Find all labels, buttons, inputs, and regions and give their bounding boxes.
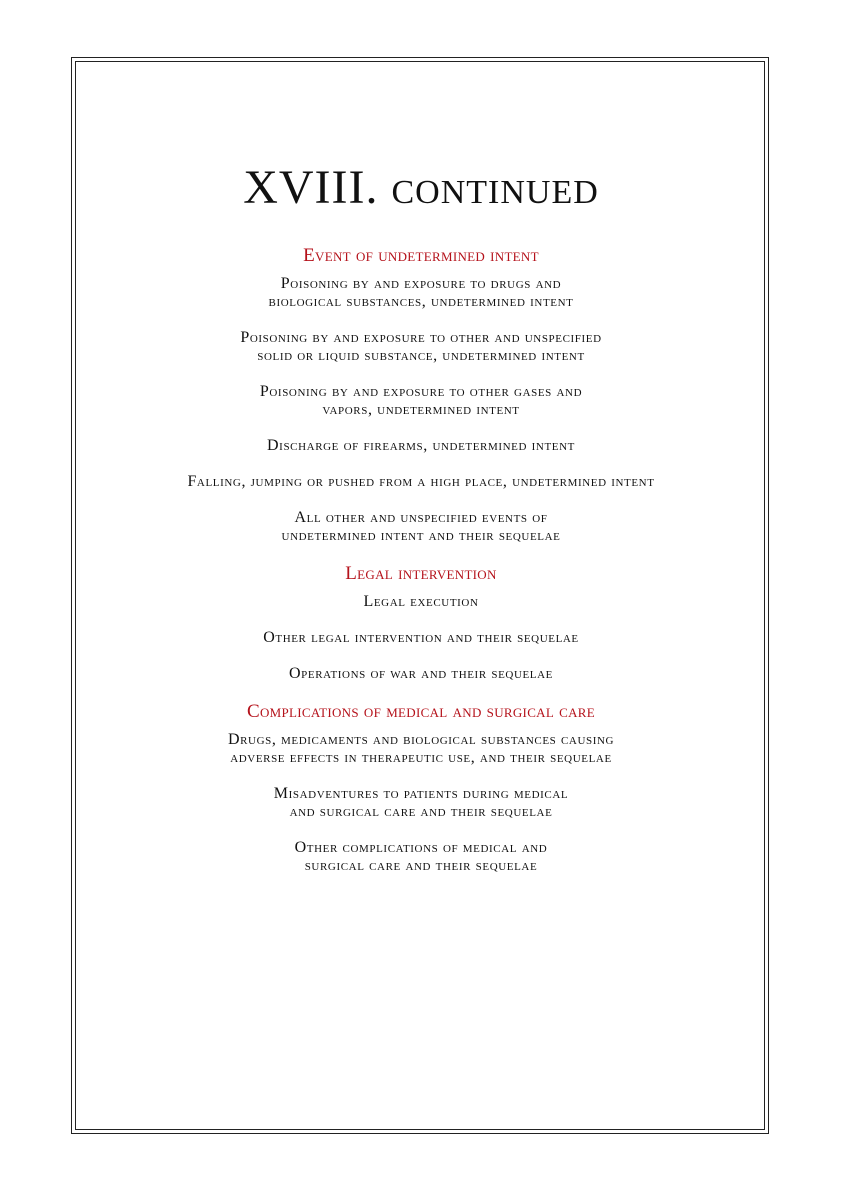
list-item: Falling, jumping or pushed from a high place, undetermined intent [187,473,655,490]
list-item: Legal execution [363,593,479,610]
section-medical-complications [80,701,762,893]
list-item: Operations of war and their sequelae [289,665,553,682]
list-item: Other complications of medical and surgical care and their sequelae [294,839,548,874]
list-item: Poisoning by and exposure to other gases and vapors, undetermined intent [259,383,583,418]
section-legal-intervention [80,563,762,701]
section-heading: Legal intervention [345,563,497,584]
list-item: Other legal intervention and their sequelae [263,629,579,646]
section-undetermined-intent [80,245,762,563]
list-item: All other and unspecified events of undetermined intent and their sequelae [281,509,561,544]
page-title: XVIII. continued [243,161,599,214]
section-heading: Complications of medical and surgical care [246,701,596,722]
list-item: Poisoning by and exposure to other and unspecified solid or liquid substance, undetermined intent [240,329,602,364]
section-heading: Event of undetermined intent [303,245,539,266]
list-item: Discharge of firearms, undetermined intent [267,437,575,454]
list-item: Misadventures to patients during medical and surgical care and their sequelae [273,785,569,820]
list-item: Poisoning by and exposure to drugs and biological substances, undetermined intent [268,275,574,310]
list-item: Drugs, medicaments and biological substances causing adverse effects in therapeutic use, and their sequelae [227,731,615,766]
